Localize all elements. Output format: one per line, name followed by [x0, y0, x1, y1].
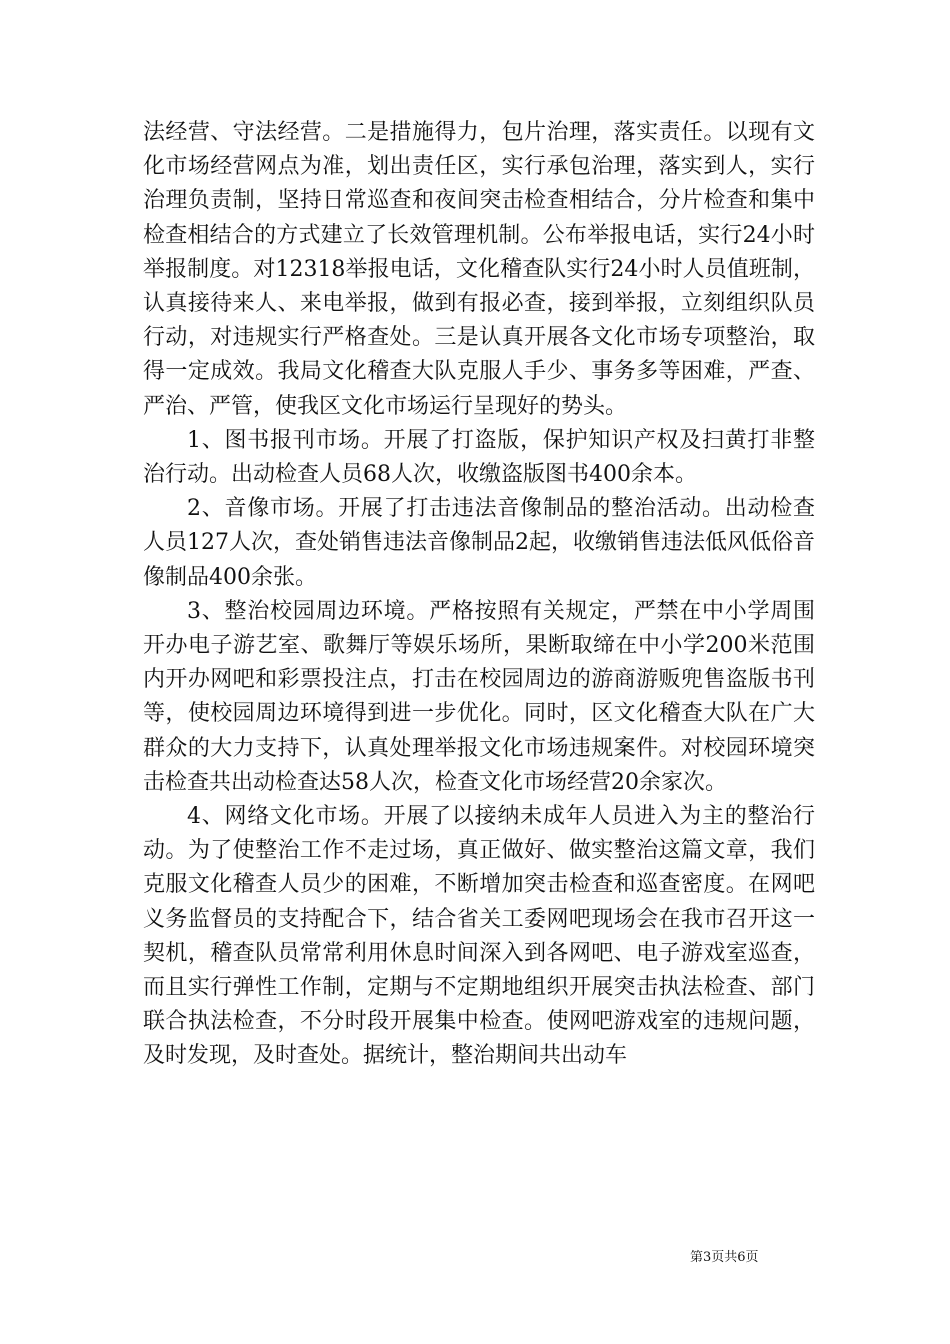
paragraph-audio-video-market: 2、音像市场。开展了打击违法音像制品的整治活动。出动检查人员127人次，查处销售违法音像制品2起，收缴销售违法低风低俗音像制品400余张。	[143, 496, 815, 590]
paragraph-campus-environment: 3、整治校园周边环境。严格按照有关规定，严禁在中小学周围开办电子游艺室、歌舞厅等娱乐场所，果断取缔在中小学200米范围内开办网吧和彩票投注点，打击在校园周边的游商游贩兜售盗版书刊等，使校园周边环境得到进一步优化。同时，区文化稽查大队在广大群众的大力支持下，认真处理举报文化市场违规案件。对校园环境突击检查共出动检查达58人次，检查文化市场经营20余家次。	[143, 598, 815, 795]
page-number-footer: 第3页共6页	[690, 1250, 759, 1265]
document-body	[143, 116, 815, 1074]
paragraph-continuation: 法经营、守法经营。二是措施得力，包片治理，落实责任。以现有文化市场经营网点为准，划出责任区，实行承包治理，落实到人，实行治理负责制，坚持日常巡查和夜间突击检查相结合，分片检查和集中检查相结合的方式建立了长效管理机制。公布举报电话，实行24小时举报制度。对12318举报电话，文化稽查队实行24小时人员值班制，认真接待来人、来电举报，做到有报必查，接到举报，立刻组织队员行动，对违规实行严格查处。三是认真开展各文化市场专项整治，取得一定成效。我局文化稽查大队克服人手少、事务多等困难，严查、严治、严管，使我区文化市场运行呈现好的势头。	[143, 120, 815, 419]
paragraph-books-market: 1、图书报刊市场。开展了打盗版，保护知识产权及扫黄打非整治行动。出动检查人员68人次，收缴盗版图书400余本。	[143, 427, 815, 488]
paragraph-internet-culture-market: 4、网络文化市场。开展了以接纳未成年人员进入为主的整治行动。为了使整治工作不走过场，真正做好、做实整治这篇文章，我们克服文化稽查人员少的困难，不断增加突击检查和巡查密度。在网吧义务监督员的支持配合下，结合省关工委网吧现场会在我市召开这一契机，稽查队员常常利用休息时间深入到各网吧、电子游戏室巡查，而且实行弹性工作制，定期与不定期地组织开展突击执法检查、部门联合执法检查，不分时段开展集中检查。使网吧游戏室的违规问题，及时发现，及时查处。据统计，整治期间共出动车	[143, 804, 815, 1069]
